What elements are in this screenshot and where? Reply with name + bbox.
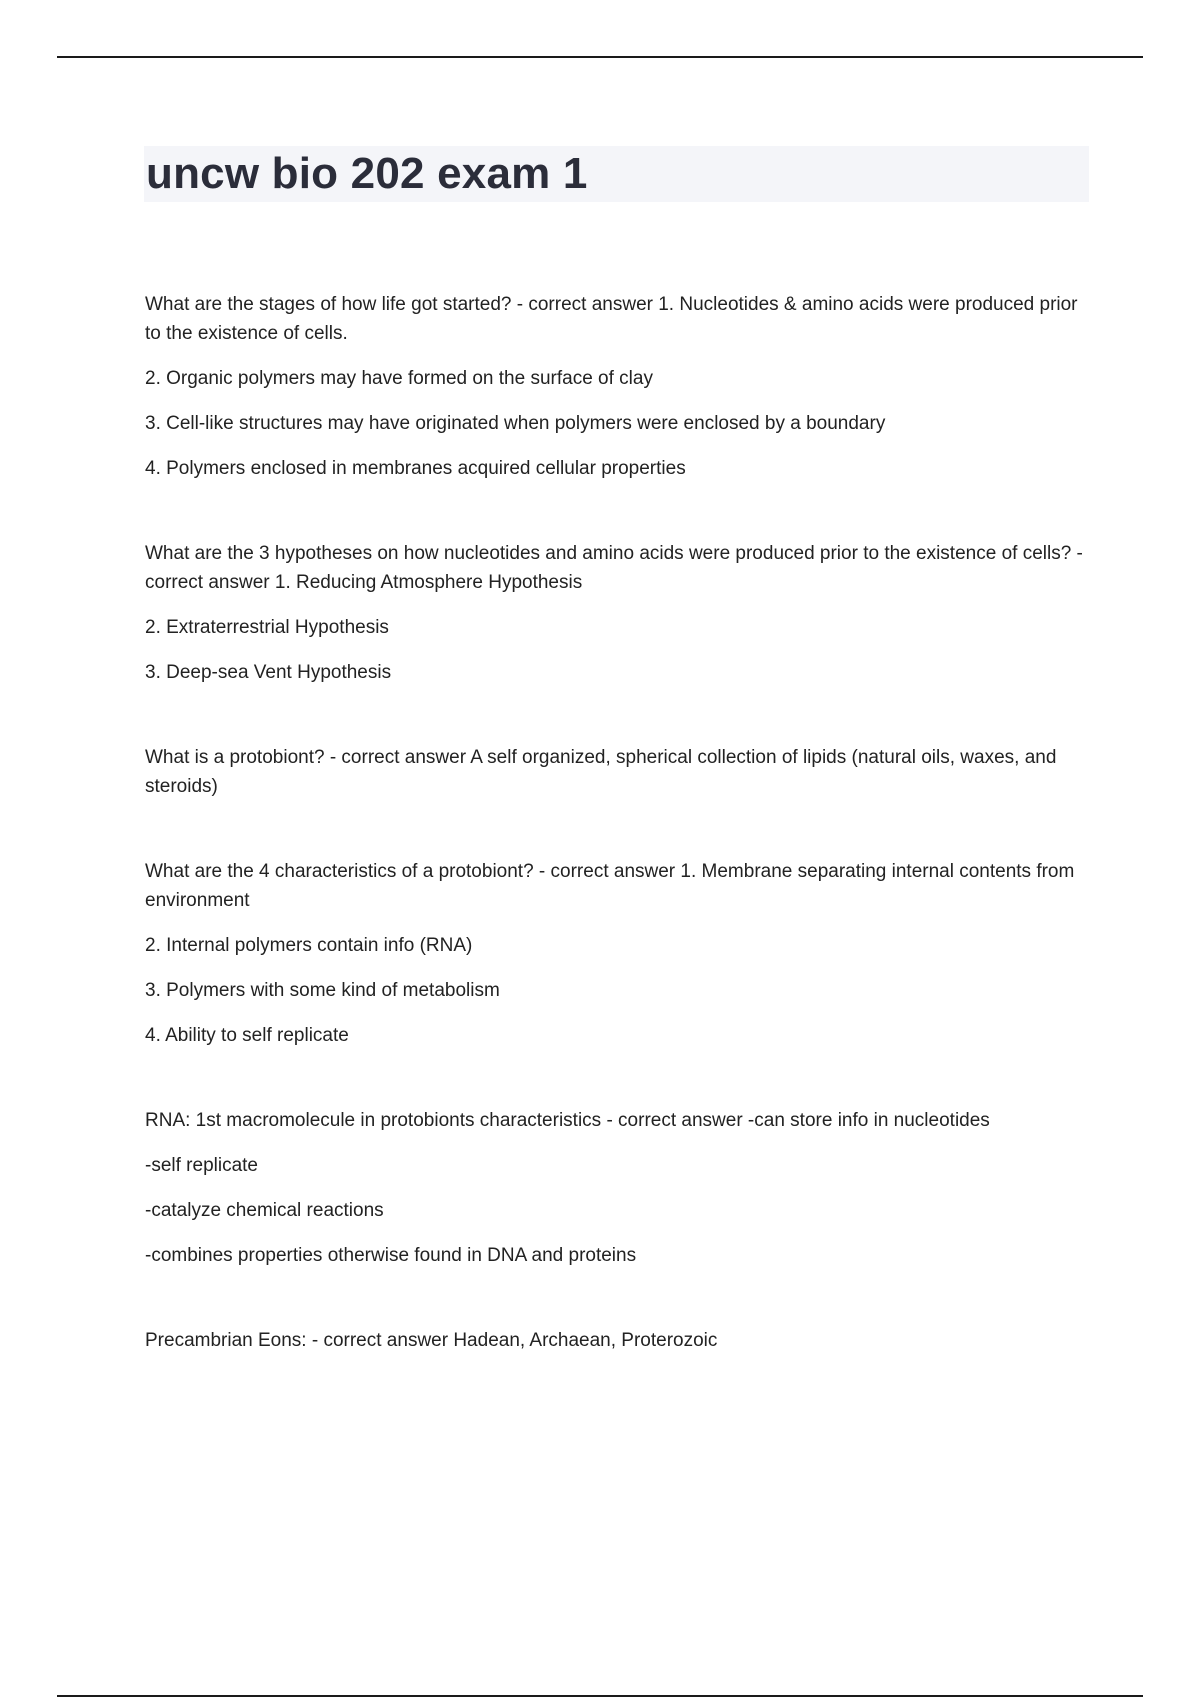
answer-line: 4. Ability to self replicate <box>145 1025 349 1046</box>
answer-line: 3. Deep-sea Vent Hypothesis <box>145 662 392 683</box>
answer-line: 3. Cell-like structures may have originated when polymers were enclosed by a boundary <box>145 413 886 434</box>
document-body <box>145 290 1085 1411</box>
question-text: Precambrian Eons: - correct answer Hadean, Archaean, Proterozoic <box>145 1330 718 1351</box>
qa-entry-rna <box>145 1106 1085 1270</box>
qa-entry-precambrian-eons <box>145 1326 1085 1355</box>
question-text: What is a protobiont? - correct answer A self organized, spherical collection of lipids (natural oils, waxes, and steroids) <box>145 747 1057 797</box>
answer-line: -catalyze chemical reactions <box>145 1200 384 1221</box>
qa-entry-protobiont-definition <box>145 743 1085 801</box>
answer-line: 4. Polymers enclosed in membranes acquired cellular properties <box>145 458 686 479</box>
answer-line: -self replicate <box>145 1155 258 1176</box>
question-text: What are the 4 characteristics of a protobiont? - correct answer 1. Membrane separating internal contents from environment <box>145 861 1075 911</box>
qa-entry-protobiont-characteristics <box>145 857 1085 1050</box>
question-text: What are the stages of how life got started? - correct answer 1. Nucleotides & amino acids were produced prior to the existence of cells. <box>145 294 1078 344</box>
bottom-horizontal-rule <box>57 1695 1143 1697</box>
document-title: uncw bio 202 exam 1 <box>146 149 588 198</box>
answer-line: 2. Internal polymers contain info (RNA) <box>145 935 473 956</box>
question-text: RNA: 1st macromolecule in protobionts characteristics - correct answer -can store info in nucleotides <box>145 1110 990 1131</box>
answer-line: 3. Polymers with some kind of metabolism <box>145 980 500 1001</box>
answer-line: 2. Extraterrestrial Hypothesis <box>145 617 389 638</box>
qa-entry-life-stages <box>145 290 1085 483</box>
question-text: What are the 3 hypotheses on how nucleotides and amino acids were produced prior to the existence of cells? - correct answer 1. Reducing Atmosphere Hypothesis <box>145 543 1083 593</box>
top-horizontal-rule <box>57 56 1143 58</box>
qa-entry-hypotheses <box>145 539 1085 687</box>
answer-line: 2. Organic polymers may have formed on the surface of clay <box>145 368 653 389</box>
answer-line: -combines properties otherwise found in DNA and proteins <box>145 1245 637 1266</box>
